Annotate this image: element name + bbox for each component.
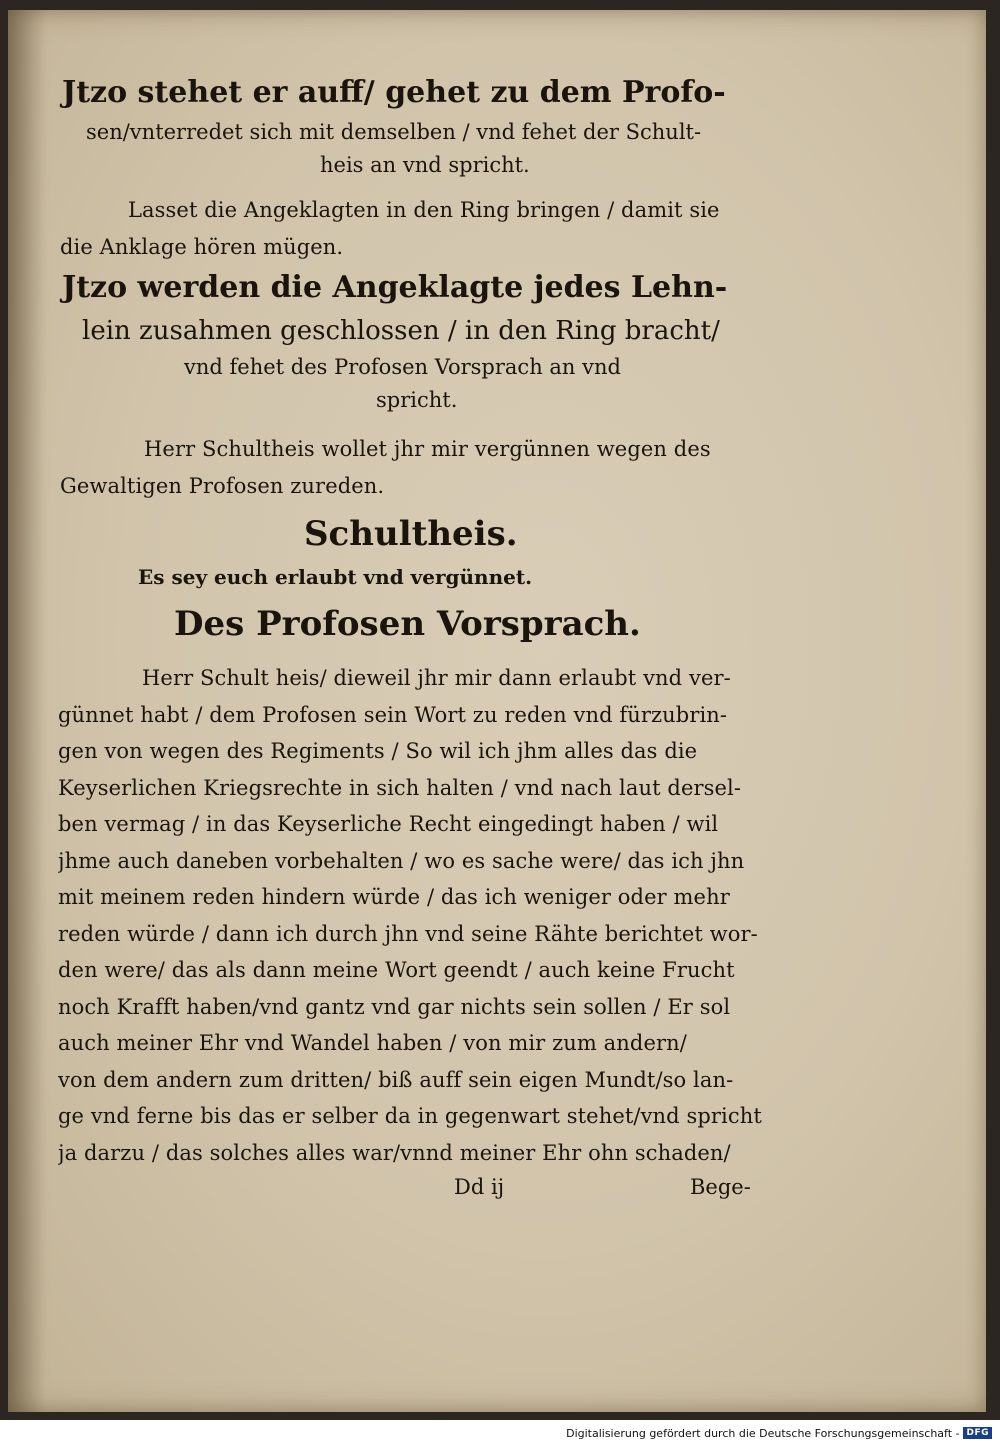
stage-direction-line: sen/vnterredet sich mit demselben / vnd fehet der Schult- [86,120,702,144]
body-line: ja darzu / das solches alles war/vnnd meiner Ehr ohn schaden/ [58,1140,731,1165]
speech-line: Lasset die Angeklagten in den Ring bringen / damit sie [128,198,720,222]
speaker-heading: Schultheis. [304,514,518,554]
body-line: gen von wegen des Regiments / So wil ich jhm alles das die [58,739,698,763]
stage-direction-line: Jtzo werden die Angeklagte jedes Lehn- [62,270,728,305]
stage-direction-line: vnd fehet des Profosen Vorsprach an vnd [184,355,621,379]
stage-direction-line: Jtzo stehet er auff/ gehet zu dem Profo- [62,75,726,110]
speech-line: Gewaltigen Profosen zureden. [60,473,385,498]
body-line: von dem andern zum dritten/ biß auff sein eigen Mundt/so lan- [58,1067,734,1092]
dfg-logo-icon: DFG [963,1427,992,1439]
body-line: günnet habt / dem Profosen sein Wort zu reden vnd fürzubrin- [58,702,728,727]
page-foot [58,1171,786,1203]
speech-line: die Anklage hören mügen. [60,234,344,259]
body-line: reden würde / dann ich durch jhn vnd seine Rähte berichtet wor- [58,921,758,946]
body-line: mit meinem reden hindern würde / das ich weniger oder mehr [58,885,730,909]
page-text [58,70,786,1203]
body-line: ben vermag / in das Keyserliche Recht eingedingt haben / wil [58,812,719,836]
funding-text: Digitalisierung gefördert durch die Deutsche Forschungsgemeinschaft - [566,1426,960,1440]
body-line: den were/ das als dann meine Wort geendt / auch keine Frucht [58,958,735,982]
signature-mark: Dd ij [454,1175,505,1199]
stage-direction-line: heis an vnd spricht. [320,153,530,177]
stage-direction-line: spricht. [376,388,458,412]
body-line: ge vnd ferne bis das er selber da in gegenwart stehet/vnd spricht [58,1104,762,1128]
body-line: Herr Schult heis/ dieweil jhr mir dann erlaubt vnd ver- [142,666,731,690]
body-line: jhme auch daneben vorbehalten / wo es sache were/ das ich jhn [58,848,745,873]
page-gutter-shadow [8,10,46,1412]
catchword: Bege- [690,1175,751,1199]
body-line: noch Krafft haben/vnd gantz vnd gar nichts sein sollen / Er sol [58,994,731,1019]
speech-line: Herr Schultheis wollet jhr mir vergünnen wegen des [144,437,711,461]
body-line: Keyserlichen Kriegsrechte in sich halten / vnd nach laut dersel- [58,775,742,800]
stage-direction-line: lein zusahmen geschlossen / in den Ring bracht/ [82,316,720,346]
body-line: auch meiner Ehr vnd Wandel haben / von mir zum andern/ [58,1031,687,1055]
speech-line: Es sey euch erlaubt vnd vergünnet. [138,565,533,589]
funding-footer [566,1424,992,1442]
speaker-heading: Des Profosen Vorsprach. [174,604,641,644]
